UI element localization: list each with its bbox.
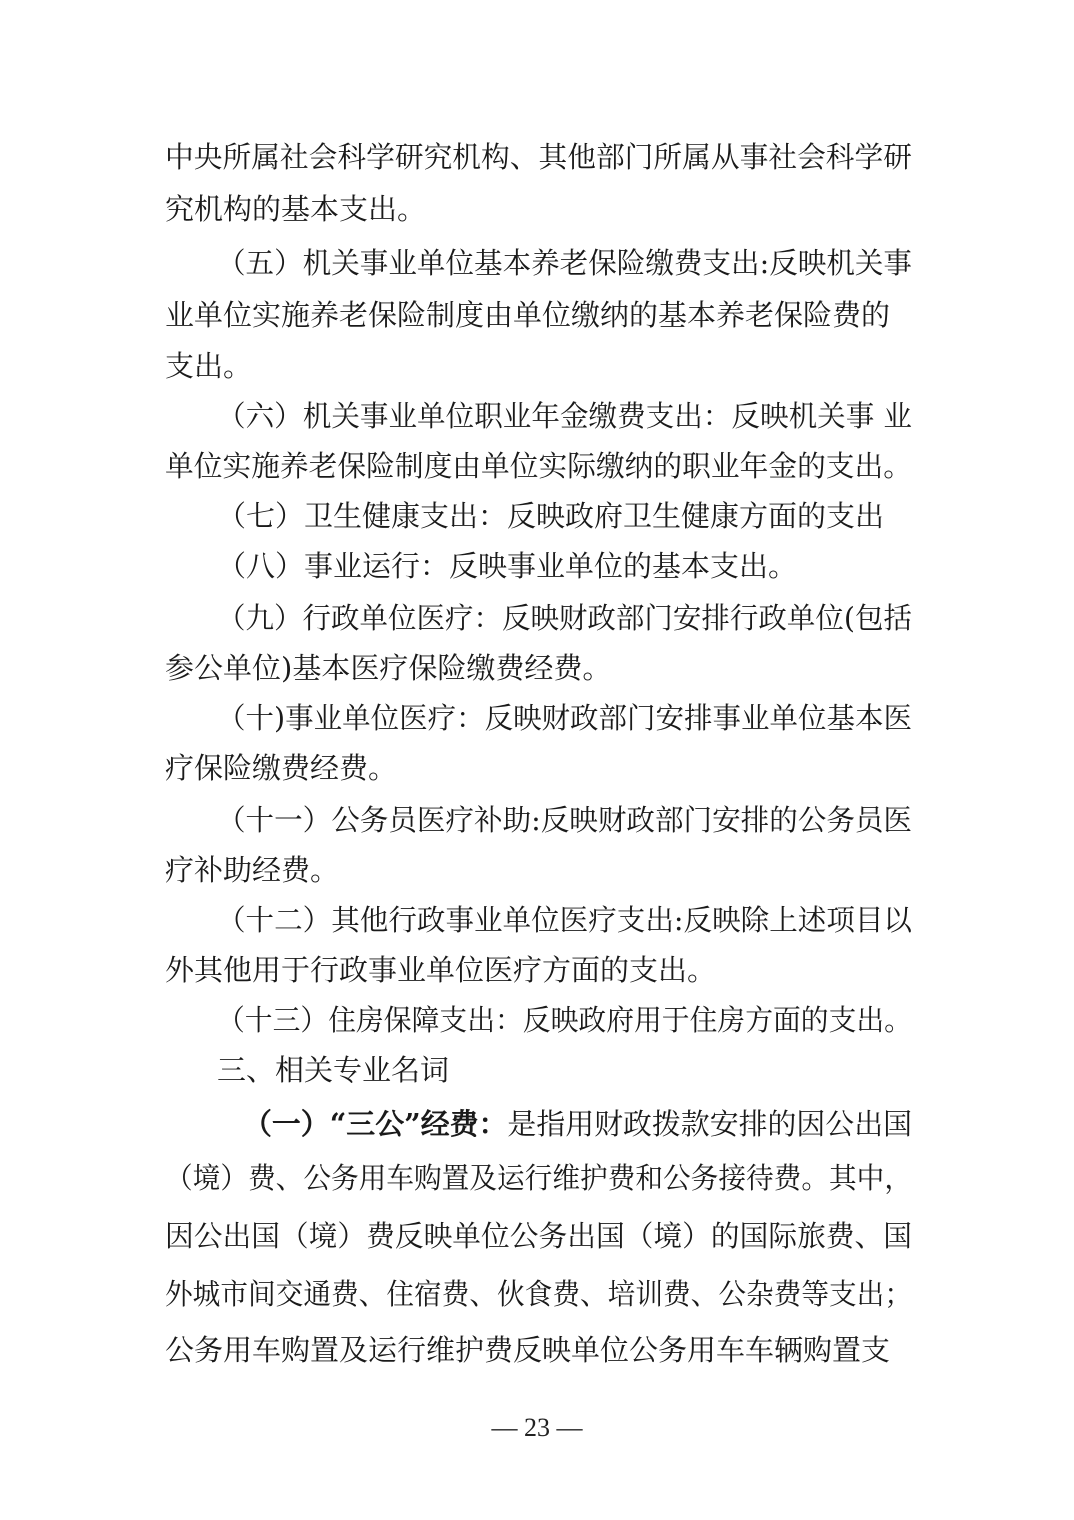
text-line-content: 疗保险缴费经费。 — [165, 751, 398, 785]
section-heading — [0, 1044, 1074, 1096]
text-line — [0, 894, 1074, 946]
text-line — [0, 289, 1074, 341]
text-line — [0, 1210, 1074, 1262]
text-line-content: （十)事业单位医疗：反映财政部门安排事业单位基本医 — [217, 701, 912, 735]
text-line — [0, 340, 1074, 392]
text-line — [0, 183, 1074, 235]
text-line-content: （五）机关事业单位基本养老保险缴费支出:反映机关事 — [217, 246, 912, 280]
text-line — [0, 692, 1074, 744]
text-line — [0, 1324, 1074, 1376]
text-line-content: （九）行政单位医疗：反映财政部门安排行政单位(包括 — [217, 601, 912, 635]
term-definition: 是指用财政拨款安排的因公出国 — [507, 1107, 912, 1141]
text-line — [0, 490, 1074, 542]
text-line — [0, 794, 1074, 846]
text-line-content: 究机构的基本支出。 — [165, 192, 427, 226]
text-line — [0, 742, 1074, 794]
text-line-content: （六）机关事业单位职业年金缴费支出：反映机关事 业 — [217, 399, 912, 433]
text-line-content: （十二）其他行政事业单位医疗支出:反映除上述项目以 — [217, 903, 912, 937]
text-line-content: 疗补助经费。 — [165, 853, 340, 887]
text-line-content: 外城市间交通费、住宿费、伙食费、培训费、公杂费等支出； — [165, 1277, 912, 1311]
text-line-content: 外其他用于行政事业单位医疗方面的支出。 — [165, 953, 717, 987]
text-line-content: （十三）住房保障支出：反映政府用于住房方面的支出。 — [217, 1003, 912, 1037]
text-line-content: （十一）公务员医疗补助:反映财政部门安排的公务员医 — [217, 803, 912, 837]
text-line-content: （八）事业运行：反映事业单位的基本支出。 — [217, 549, 798, 583]
text-line — [0, 1152, 1074, 1204]
text-line — [0, 540, 1074, 592]
text-line-content: （七）卫生健康支出：反映政府卫生健康方面的支出 — [217, 499, 885, 533]
text-line — [0, 642, 1074, 694]
text-line-content: 单位实施养老保险制度由单位实际缴纳的职业年金的支出。 — [165, 449, 912, 483]
text-line — [0, 994, 1074, 1046]
text-line-content: 公务用车购置及运行维护费反映单位公务用车车辆购置支 — [165, 1333, 891, 1367]
text-line — [0, 237, 1074, 289]
text-line-content: 业单位实施养老保险制度由单位缴纳的基本养老保险费的 — [165, 298, 891, 332]
text-line — [0, 1098, 1074, 1150]
page-number: — 23 — — [491, 1413, 583, 1442]
text-line-content: 因公出国（境）费反映单位公务出国（境）的国际旅费、国 — [165, 1219, 912, 1253]
text-line — [0, 844, 1074, 896]
text-line — [0, 1268, 1074, 1320]
text-line — [0, 131, 1074, 183]
text-line-content: 参公单位)基本医疗保险缴费经费。 — [165, 651, 612, 685]
text-line-content: （境）费、公务用车购置及运行维护费和公务接待费。其中， — [165, 1161, 912, 1195]
section-heading-text: 三、相关专业名词 — [217, 1053, 450, 1087]
text-line-content — [243, 1098, 912, 1150]
text-line-content: 支出。 — [165, 349, 253, 383]
text-line — [0, 390, 1074, 442]
text-line — [0, 944, 1074, 996]
text-line — [0, 592, 1074, 644]
text-line — [0, 440, 1074, 492]
text-line-content: 中央所属社会科学研究机构、其他部门所属从事社会科学研 — [165, 140, 912, 174]
term-label: （一）“三公”经费： — [243, 1107, 508, 1141]
